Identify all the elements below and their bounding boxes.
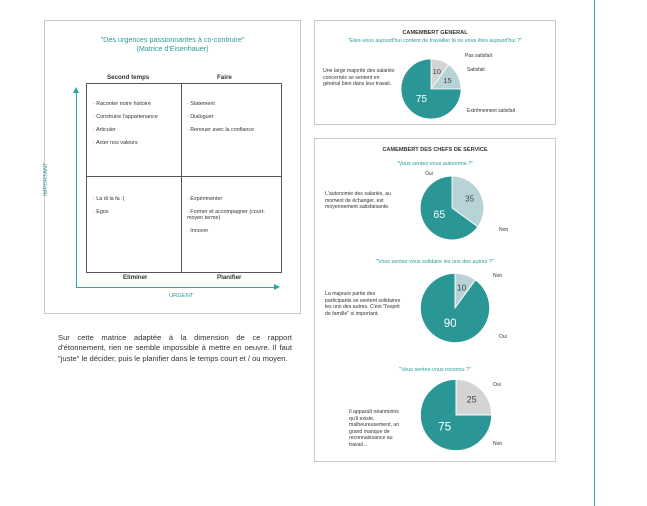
important-axis-arrow-icon (73, 87, 79, 93)
matrix-title-line1: "Des urgences passionnantes à co-contruire" (100, 35, 245, 44)
chart-question: "Vous sentez-vous solidaire les uns des autres ?" (376, 259, 494, 265)
pie-chart-general (399, 57, 463, 121)
list-item: · Construire l'appartenance (93, 114, 158, 120)
list-item: · Dialoguer (187, 114, 214, 120)
chart-description: La majeure partie des participants se sentent solidaires les uns des autres. C'est "l'esprit de famille" si important. (325, 291, 401, 317)
important-axis-label: IMPORTANT (43, 162, 49, 196)
callout-label: Oui (499, 334, 507, 340)
important-axis (76, 91, 77, 287)
list-item: · Egos (93, 209, 109, 215)
list-item: · Articuler (93, 127, 116, 133)
panel-question: "Etes-vous aujourd'hui content de travailler là ou vous êtes aujourd'hui ?" (348, 38, 522, 44)
list-item: · Acter nos valeurs (93, 140, 138, 146)
panel-title: CAMEMBERT DES CHEFS DE SERVICE (382, 147, 488, 153)
list-item: · Expérimenter (187, 196, 223, 202)
chart-description: Il apparaît néanmoins qu'il existe, malheureusement, un grand manque de reconnaissance au travail... (349, 409, 400, 448)
grid-horizontal-divider (87, 176, 281, 177)
urgent-axis-label: URGENT (169, 293, 194, 299)
callout-label: Pas satisfait (465, 53, 492, 59)
pie-slice (420, 273, 489, 342)
matrix-grid (86, 83, 282, 273)
quadrant-bottom-left (93, 196, 177, 222)
callout-label: Oui (493, 382, 501, 388)
urgent-axis (76, 287, 276, 288)
list-item: · Former et accompagner (court-moyen terme) (187, 209, 265, 222)
panel-title: CAMEMBERT GENERAL (402, 30, 468, 36)
pie-chart-reconnaissance (418, 377, 494, 453)
column-header-left: Second temps (107, 74, 150, 81)
pie-value-label: 75 (438, 419, 452, 434)
quadrant-top-left (93, 101, 177, 153)
quadrant-top-right (187, 101, 277, 140)
pie-value-label: 75 (415, 94, 428, 106)
chart-question: "Vous sentez-vous autonome ?" (396, 161, 474, 167)
grid-vertical-divider (181, 84, 182, 272)
page-edge-line (594, 0, 595, 506)
callout-label: Non (499, 227, 509, 233)
pie-value-label: 15 (443, 76, 452, 86)
pie-chart-solidarite (418, 271, 492, 345)
panel-description: Une large majorité des salariés concernés se sentent en général bien dans leur travail. (323, 68, 395, 88)
callout-label: Non (493, 273, 503, 279)
pie-value-label: 10 (432, 66, 441, 76)
list-item: · Raconter notre histoire (93, 101, 151, 107)
callout-label: Extrêmement satisfait (467, 108, 516, 114)
quadrant-bottom-right (187, 196, 267, 241)
urgent-axis-arrow-icon (274, 284, 280, 290)
chart-question: "Vous sentez-vous reconnu ?" (399, 367, 471, 373)
eisenhower-matrix (44, 20, 301, 314)
footer-right: Planifier (217, 274, 242, 281)
matrix-title-line2: (Matrice d'Eisenhauer) (136, 44, 209, 53)
footer-left: Eliminer (123, 274, 148, 281)
body-paragraph: Sur cette matrice adaptée à la dimension de ce rapport d'étonnement, rien ne semble impossible à mettre en oeuvre. Il faut "juste" le décider, puis le planifier dans le temps court et / ou moyen. (58, 333, 292, 363)
pie-value-label: 25 (466, 394, 477, 405)
list-item: · La di la fa :( (93, 196, 125, 202)
callout-label: Satisfait (467, 67, 485, 73)
pie-value-label: 10 (456, 282, 467, 293)
pie-chart-autonomie (418, 174, 486, 242)
panel-camembert-general (314, 20, 556, 125)
list-item: · Innover (187, 228, 209, 235)
matrix-title (45, 35, 300, 53)
panel-camembert-chefs (314, 138, 556, 462)
chart-description: L'autonomie des salariés, au moment de échanger, est moyennement satisfaisante. (325, 191, 391, 211)
list-item: · Renouer avec la confiance (187, 127, 255, 133)
callout-label: Non (493, 441, 503, 447)
callout-label: Oui (425, 171, 433, 177)
list-item: · Statement (187, 101, 215, 107)
pie-value-label: 35 (465, 194, 475, 204)
column-header-right: Faire (217, 74, 232, 81)
pie-value-label: 65 (433, 209, 446, 222)
pie-value-label: 90 (443, 317, 457, 330)
